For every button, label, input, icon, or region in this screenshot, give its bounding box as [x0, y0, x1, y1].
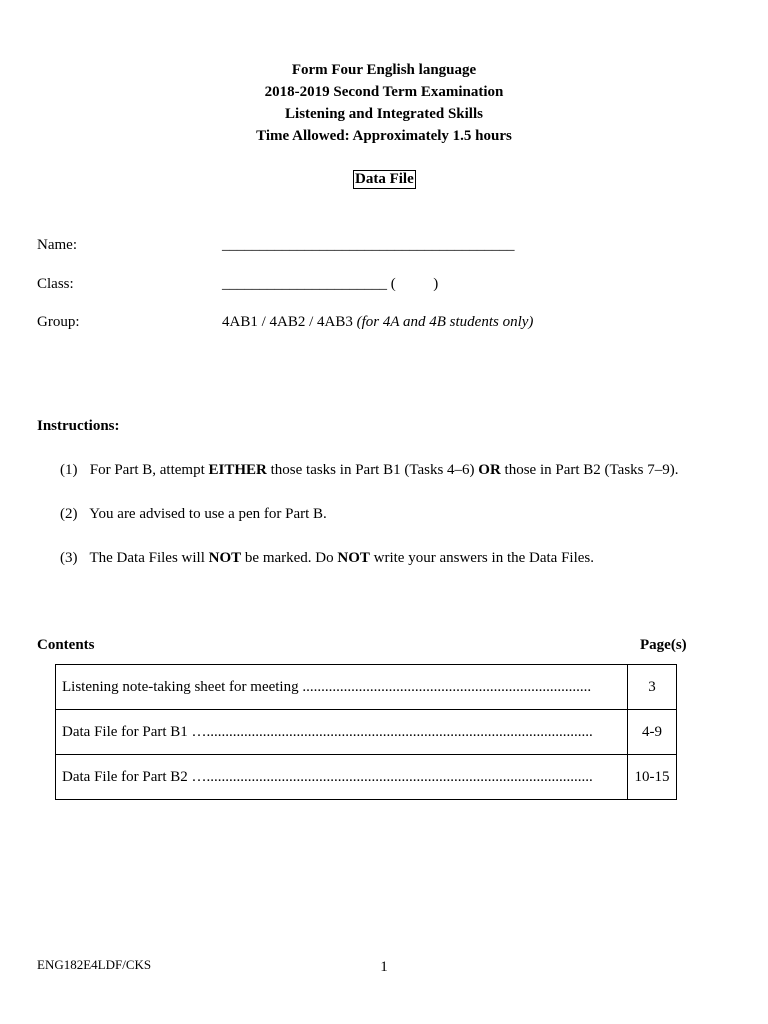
instruction-item-2: [60, 504, 327, 524]
contents-item-label: Data File for Part B1 ….......................................................................................................: [56, 710, 628, 755]
instruction-text: be marked. Do: [241, 550, 338, 566]
instruction-text: those tasks in Part B1 (Tasks 4–6): [266, 462, 479, 478]
exam-title: Form Four English language: [291, 62, 477, 78]
instruction-text: You are advised to use a pen for Part B.: [89, 506, 327, 522]
contents-item-label: Listening note-taking sheet for meeting .............................................................................: [56, 665, 628, 710]
document-code: ENG182E4LDF/CKS: [37, 957, 152, 972]
pages-heading: Page(s): [640, 637, 687, 653]
contents-item-label: Data File for Part B2 ….......................................................................................................: [56, 755, 628, 800]
table-row: [56, 665, 677, 710]
data-file-title: Data File: [355, 171, 414, 187]
instruction-emphasis: OR: [478, 462, 501, 478]
time-allowed: Time Allowed: Approximately 1.5 hours: [256, 128, 512, 144]
group-label: Group:: [37, 314, 80, 330]
contents-item-pages: 10-15: [628, 755, 677, 800]
instruction-item-3: [60, 548, 594, 568]
contents-table: [55, 664, 677, 800]
group-options: 4AB1 / 4AB2 / 4AB3: [222, 314, 357, 330]
instructions-heading: Instructions:: [37, 418, 120, 434]
exam-paper: Listening and Integrated Skills: [285, 106, 483, 122]
instruction-emphasis: EITHER: [208, 462, 267, 478]
name-label: Name:: [37, 237, 77, 253]
class-label: Class:: [37, 276, 74, 292]
instruction-emphasis: NOT: [337, 550, 370, 566]
group-value: [222, 312, 533, 332]
page-number: 1: [380, 959, 388, 975]
exam-term: 2018-2019 Second Term Examination: [264, 84, 504, 100]
contents-heading: Contents: [37, 637, 95, 653]
instruction-emphasis: NOT: [208, 550, 242, 566]
contents-item-pages: 4-9: [628, 710, 677, 755]
instruction-text: For Part B, attempt: [89, 462, 209, 478]
table-row: [56, 710, 677, 755]
table-row: [56, 755, 677, 800]
instruction-text: those in Part B2 (Tasks 7–9).: [500, 462, 679, 478]
instruction-item-1: [60, 460, 678, 480]
instruction-text: The Data Files will: [89, 550, 209, 566]
instruction-number: (3): [60, 550, 78, 566]
instruction-number: (1): [60, 462, 78, 478]
class-field-line: ______________________ ( ): [222, 276, 439, 292]
contents-item-pages: 3: [628, 665, 677, 710]
instruction-text: write your answers in the Data Files.: [369, 550, 595, 566]
instruction-number: (2): [60, 506, 78, 522]
group-note: (for 4A and 4B students only): [356, 314, 534, 330]
name-field-line: _______________________________________: [222, 237, 515, 253]
